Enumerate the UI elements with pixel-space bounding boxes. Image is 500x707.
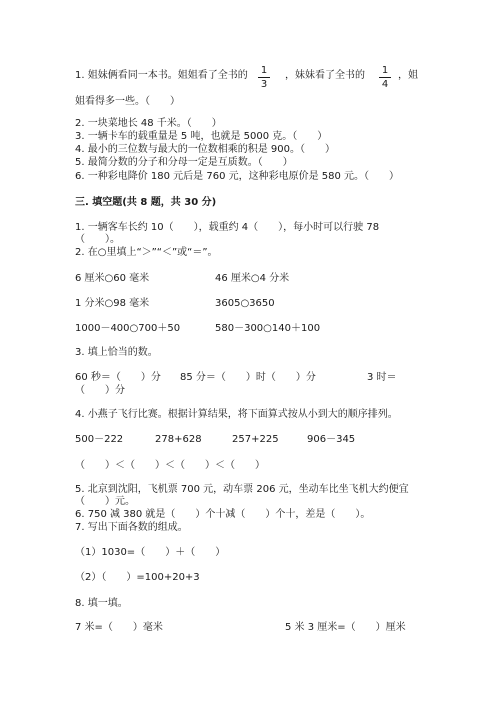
composition-2: （2）（ ）=100+20+3 <box>75 572 200 583</box>
judge-q2: 2. 一块菜地长 48 千米。（ ） <box>75 118 222 129</box>
fraction-denominator: 4 <box>381 79 389 90</box>
fill-q5-line2: （ ）元。 <box>75 496 135 507</box>
compare-item: 6 厘米○60 毫米 <box>75 273 150 284</box>
unit-conversion: （ ）分 <box>75 385 125 396</box>
expression: 278+628 <box>155 434 202 445</box>
unit-conversion: 85 分＝（ ）时（ ）分 <box>180 372 316 383</box>
expression: 906－345 <box>307 434 356 445</box>
fill-q1-line2: （ ）。 <box>75 234 120 245</box>
judge-q5: 5. 最简分数的分子和分母一定是互质数。（ ） <box>75 157 293 168</box>
fill-q6: 6. 750 减 380 就是（ ）个十减（ ）个十，差是（ ）。 <box>75 509 371 520</box>
judge-q4: 4. 最小的三位数与最大的一位数相乘的积是 900。（ ） <box>75 144 335 155</box>
judge-q3: 3. 一辆卡车的载重量是 5 吨，也就是 5000 克。（ ） <box>75 131 328 142</box>
fill-q7: 7. 写出下面各数的组成。 <box>75 522 188 533</box>
compare-item: 1000－400○700＋50 <box>75 323 181 334</box>
fill-q8-item: 7 米=（ ）毫米 <box>75 622 163 633</box>
fill-q4: 4. 小燕子飞行比赛。根据计算结果，将下面算式按从小到大的顺序排列。 <box>75 409 398 420</box>
fraction-denominator: 3 <box>260 79 268 90</box>
fill-q1-line1: 1. 一辆客车长约 10（ ），载重约 4（ ），每小时可以行驶 78 <box>75 222 380 233</box>
section-title: 三. 填空题(共 8 题，共 30 分) <box>75 197 217 208</box>
fill-q8-item: 5 米 3 厘米=（ ）厘米 <box>285 622 406 633</box>
compare-item: 580－300○140＋100 <box>215 323 321 334</box>
expression: 500－222 <box>75 434 124 445</box>
composition-1: （1）1030=（ ）＋（ ） <box>75 547 226 558</box>
fraction-numerator: 1 <box>381 65 389 76</box>
fraction-one-third <box>258 65 270 90</box>
fraction-numerator: 1 <box>260 65 268 76</box>
ordering-blanks: （ ）＜（ ）＜（ ）＜（ ） <box>75 460 265 471</box>
judge-q1-part3: ，姐 <box>398 70 418 81</box>
fraction-bar <box>379 77 391 78</box>
fraction-one-quarter <box>379 65 391 90</box>
unit-conversion: 3 时＝ <box>367 372 397 383</box>
fill-q5-line1: 5. 北京到沈阳，飞机票 700 元，动车票 206 元，坐动车比坐飞机大约便宜 <box>75 484 409 495</box>
fraction-bar <box>258 77 270 78</box>
judge-q1-part2: ，妹妹看了全书的 <box>285 70 365 81</box>
fill-q3: 3. 填上恰当的数。 <box>75 347 158 358</box>
fill-q8: 8. 填一填。 <box>75 598 128 609</box>
compare-item: 3605○3650 <box>215 298 275 309</box>
expression: 257+225 <box>232 434 279 445</box>
compare-item: 1 分米○98 毫米 <box>75 298 150 309</box>
fill-q2: 2. 在○里填上“＞”“＜”或“＝”。 <box>75 247 218 258</box>
judge-q1-part1: 1. 姐妹俩看同一本书。姐姐看了全书的 <box>75 70 248 81</box>
judge-q1-continued: 姐看得多一些。（ ） <box>75 96 180 107</box>
compare-item: 46 厘米○4 分米 <box>215 273 290 284</box>
unit-conversion: 60 秒＝（ ）分 <box>75 372 161 383</box>
judge-q6: 6. 一种彩电降价 180 元后是 760 元，这种彩电原价是 580 元。（ ） <box>75 171 400 182</box>
